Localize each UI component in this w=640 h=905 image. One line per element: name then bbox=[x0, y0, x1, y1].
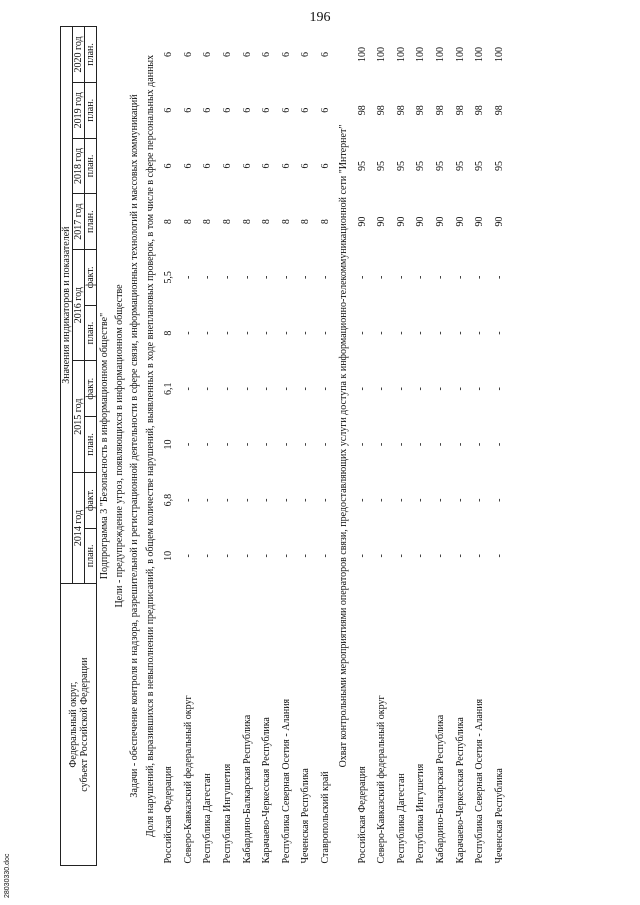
value-cell: 98 bbox=[493, 105, 505, 116]
value-cell: 6,8 bbox=[163, 493, 175, 507]
value-cell: - bbox=[493, 498, 505, 502]
value-cell: - bbox=[376, 554, 388, 558]
value-cell: 90 bbox=[454, 216, 466, 227]
value-cell: - bbox=[320, 387, 332, 391]
value-cell: 90 bbox=[415, 216, 427, 227]
value-cell: - bbox=[474, 442, 486, 447]
table-row bbox=[257, 27, 277, 866]
sub-2015-fact: факт. bbox=[85, 361, 97, 417]
value-cell: - bbox=[493, 442, 505, 447]
value-cell: - bbox=[300, 275, 312, 280]
value-cell: 98 bbox=[395, 105, 407, 116]
value-cell: 100 bbox=[435, 46, 447, 62]
table-row bbox=[296, 27, 316, 866]
value-cell: 98 bbox=[454, 105, 466, 116]
value-cell: 8 bbox=[163, 219, 175, 225]
value-cell: 6 bbox=[320, 51, 332, 57]
page-number: 196 bbox=[309, 10, 331, 25]
value-cell: 6 bbox=[261, 107, 273, 113]
value-cell: 90 bbox=[395, 216, 407, 227]
value-cell: 100 bbox=[376, 46, 388, 62]
value-cell: 6 bbox=[280, 107, 292, 113]
value-cell: 6 bbox=[241, 51, 253, 57]
table-header bbox=[61, 27, 97, 866]
indicator-table bbox=[60, 26, 509, 866]
value-cell: - bbox=[356, 387, 368, 391]
table-row bbox=[237, 27, 257, 866]
value-cell: - bbox=[356, 442, 368, 447]
value-cell: - bbox=[241, 331, 253, 335]
table-row bbox=[450, 27, 470, 866]
region-name: Карачаево-Черкесская Республика bbox=[261, 717, 273, 864]
value-cell: - bbox=[395, 275, 407, 280]
value-cell: - bbox=[376, 387, 388, 391]
value-cell: - bbox=[182, 554, 194, 558]
value-cell: - bbox=[474, 498, 486, 502]
region-name: Кабардино-Балкарская Республика bbox=[435, 714, 447, 864]
value-cell: 8 bbox=[280, 219, 292, 225]
value-cell: 98 bbox=[356, 105, 368, 116]
value-cell: - bbox=[261, 498, 273, 502]
region-name: Карачаево-Черкесская Республика bbox=[454, 717, 466, 864]
region-name: Чеченская Республика bbox=[300, 768, 312, 864]
value-cell: - bbox=[222, 331, 234, 335]
value-cell: - bbox=[435, 331, 447, 335]
value-cell: 100 bbox=[356, 46, 368, 62]
table-row bbox=[490, 27, 510, 866]
value-cell: - bbox=[300, 331, 312, 335]
value-cell: - bbox=[202, 554, 214, 558]
value-cell: - bbox=[415, 275, 427, 280]
value-cell: - bbox=[182, 442, 194, 447]
value-cell: 98 bbox=[474, 105, 486, 116]
value-cell: - bbox=[261, 554, 273, 558]
value-cell: 90 bbox=[356, 216, 368, 227]
value-cell: - bbox=[320, 498, 332, 502]
value-cell: - bbox=[222, 498, 234, 502]
year-2016: 2016 год bbox=[73, 250, 85, 361]
goal-text: Цели - предупреждение угроз, появляющихся в информационном обществе bbox=[114, 284, 125, 608]
indicator-1-title: Доля нарушений, выразившихся в невыполнении предписаний, в общем количестве нарушений, выявленных в ходе внеплановых проверок, в том числе в сфере персональных данных bbox=[145, 54, 156, 838]
value-cell: 6 bbox=[280, 51, 292, 57]
year-2019: 2019 год bbox=[73, 82, 85, 138]
value-cell: 6 bbox=[241, 107, 253, 113]
value-cell: - bbox=[435, 387, 447, 391]
rotated-table-sheet bbox=[60, 26, 620, 866]
value-cell: - bbox=[454, 275, 466, 280]
value-cell: - bbox=[241, 275, 253, 280]
value-cell: - bbox=[202, 275, 214, 280]
col-label-line1: Федеральный округ, bbox=[67, 681, 79, 768]
region-name: Российская Федерация bbox=[356, 766, 368, 864]
year-2018: 2018 год bbox=[73, 138, 85, 194]
value-cell: - bbox=[320, 275, 332, 280]
table-row bbox=[372, 27, 392, 866]
value-cell: - bbox=[241, 442, 253, 447]
value-cell: 6 bbox=[320, 107, 332, 113]
value-cell: 90 bbox=[493, 216, 505, 227]
value-cell: 95 bbox=[356, 160, 368, 171]
value-cell: - bbox=[474, 554, 486, 558]
value-cell: - bbox=[202, 498, 214, 502]
value-cell: - bbox=[182, 275, 194, 280]
col-label-header bbox=[61, 584, 97, 866]
value-cell: - bbox=[300, 387, 312, 391]
value-cell: 95 bbox=[395, 160, 407, 171]
region-name: Российская Федерация bbox=[163, 766, 175, 864]
footer-code: 28030330.doc bbox=[4, 853, 11, 898]
value-cell: 6 bbox=[222, 163, 234, 169]
value-cell: 6 bbox=[182, 163, 194, 169]
table-row bbox=[431, 27, 451, 866]
value-cell: - bbox=[320, 331, 332, 335]
region-name: Кабардино-Балкарская Республика bbox=[241, 714, 253, 864]
value-cell: - bbox=[280, 442, 292, 447]
value-cell: - bbox=[474, 275, 486, 280]
table-row bbox=[392, 27, 412, 866]
value-cell: 98 bbox=[376, 105, 388, 116]
value-cell: - bbox=[202, 442, 214, 447]
value-cell: - bbox=[395, 498, 407, 502]
value-cell: - bbox=[280, 275, 292, 280]
value-cell: 100 bbox=[474, 46, 486, 62]
value-cell: 10 bbox=[163, 439, 175, 450]
value-cell: - bbox=[320, 442, 332, 447]
region-name: Республика Дагестан bbox=[202, 773, 214, 864]
value-cell: 6 bbox=[241, 163, 253, 169]
value-cell: 6 bbox=[182, 107, 194, 113]
year-2014: 2014 год bbox=[73, 472, 85, 583]
sub-2017-plan: план. bbox=[85, 194, 97, 250]
value-cell: - bbox=[356, 498, 368, 502]
table-row bbox=[470, 27, 490, 866]
value-cell: - bbox=[415, 387, 427, 391]
value-cell: - bbox=[376, 498, 388, 502]
value-cell: - bbox=[241, 387, 253, 391]
value-cell: - bbox=[454, 554, 466, 558]
value-cell: - bbox=[376, 275, 388, 280]
value-cell: - bbox=[395, 387, 407, 391]
sub-2020-plan: план. bbox=[85, 27, 97, 83]
sub-2019-plan: план. bbox=[85, 82, 97, 138]
value-cell: - bbox=[454, 331, 466, 335]
table-row bbox=[218, 27, 238, 866]
value-cell: 6 bbox=[320, 163, 332, 169]
value-cell: 8 bbox=[222, 219, 234, 225]
table-row bbox=[411, 27, 431, 866]
region-name: Северо-Кавказский федеральный округ bbox=[376, 695, 388, 864]
value-cell: - bbox=[320, 554, 332, 558]
values-title: Значения индикаторов и показателей bbox=[61, 27, 73, 584]
value-cell: - bbox=[395, 554, 407, 558]
value-cell: 6 bbox=[300, 107, 312, 113]
value-cell: 100 bbox=[415, 46, 427, 62]
value-cell: 6 bbox=[202, 107, 214, 113]
region-name: Республика Ингушетия bbox=[222, 763, 234, 864]
region-name: Ставропольский край bbox=[320, 771, 332, 864]
value-cell: 90 bbox=[474, 216, 486, 227]
value-cell: 100 bbox=[395, 46, 407, 62]
sub-2018-plan: план. bbox=[85, 138, 97, 194]
value-cell: - bbox=[280, 498, 292, 502]
value-cell: 95 bbox=[415, 160, 427, 171]
sub-2016-fact: факт. bbox=[85, 250, 97, 306]
region-name: Республика Ингушетия bbox=[415, 763, 427, 864]
value-cell: 6 bbox=[202, 163, 214, 169]
value-cell: 95 bbox=[493, 160, 505, 171]
value-cell: 6,1 bbox=[163, 382, 175, 396]
value-cell: 6 bbox=[222, 51, 234, 57]
value-cell: 6 bbox=[182, 51, 194, 57]
value-cell: - bbox=[474, 331, 486, 335]
value-cell: - bbox=[300, 442, 312, 447]
value-cell: - bbox=[202, 331, 214, 335]
value-cell: - bbox=[280, 387, 292, 391]
value-cell: 6 bbox=[222, 107, 234, 113]
region-name: Северо-Кавказский федеральный округ bbox=[182, 695, 194, 864]
value-cell: 6 bbox=[163, 107, 175, 113]
value-cell: - bbox=[454, 387, 466, 391]
value-cell: - bbox=[435, 275, 447, 280]
value-cell: 98 bbox=[415, 105, 427, 116]
tasks-text: Задачи - обеспечение контроля и надзора, разрешительной и регистрационной деятельности в сфере связи, информационных технологий и массовых коммуникаций bbox=[129, 94, 140, 798]
value-cell: - bbox=[454, 498, 466, 502]
value-cell: 8 bbox=[202, 219, 214, 225]
region-name: Чеченская Республика bbox=[493, 768, 505, 864]
sub-2016-plan: план. bbox=[85, 305, 97, 361]
value-cell: - bbox=[493, 554, 505, 558]
value-cell: 8 bbox=[261, 219, 273, 225]
sub-2015-plan: план. bbox=[85, 417, 97, 473]
value-cell: 6 bbox=[163, 51, 175, 57]
value-cell: 6 bbox=[300, 51, 312, 57]
year-2015: 2015 год bbox=[73, 361, 85, 472]
value-cell: 6 bbox=[163, 163, 175, 169]
value-cell: - bbox=[356, 331, 368, 335]
value-cell: 95 bbox=[474, 160, 486, 171]
value-cell: - bbox=[493, 275, 505, 280]
value-cell: 6 bbox=[300, 163, 312, 169]
col-label-line2: субъект Российской Федерации bbox=[78, 657, 90, 792]
value-cell: - bbox=[261, 442, 273, 447]
value-cell: - bbox=[182, 387, 194, 391]
table-row bbox=[198, 27, 218, 866]
table-row bbox=[316, 27, 336, 866]
value-cell: 98 bbox=[435, 105, 447, 116]
value-cell: 90 bbox=[376, 216, 388, 227]
table-row bbox=[159, 27, 179, 866]
value-cell: 90 bbox=[435, 216, 447, 227]
value-cell: 6 bbox=[202, 51, 214, 57]
value-cell: - bbox=[241, 498, 253, 502]
sub-2014-plan: план. bbox=[85, 528, 97, 584]
value-cell: - bbox=[376, 442, 388, 447]
value-cell: - bbox=[356, 554, 368, 558]
subprogram-title: Подпрограмма 3 "Безопасность в информационном обществе" bbox=[99, 312, 110, 580]
value-cell: 8 bbox=[320, 219, 332, 225]
table-body bbox=[97, 27, 510, 866]
value-cell: - bbox=[493, 331, 505, 335]
table-row bbox=[179, 27, 199, 866]
value-cell: - bbox=[356, 275, 368, 280]
region-name: Республика Дагестан bbox=[395, 773, 407, 864]
value-cell: 95 bbox=[376, 160, 388, 171]
value-cell: 100 bbox=[454, 46, 466, 62]
value-cell: 6 bbox=[261, 163, 273, 169]
value-cell: - bbox=[474, 387, 486, 391]
value-cell: - bbox=[415, 331, 427, 335]
value-cell: - bbox=[435, 498, 447, 502]
value-cell: - bbox=[376, 331, 388, 335]
table-row bbox=[277, 27, 297, 866]
value-cell: - bbox=[222, 387, 234, 391]
value-cell: - bbox=[280, 331, 292, 335]
value-cell: - bbox=[395, 442, 407, 447]
value-cell: 100 bbox=[493, 46, 505, 62]
value-cell: - bbox=[222, 554, 234, 558]
value-cell: - bbox=[435, 554, 447, 558]
sub-2014-fact: факт. bbox=[85, 472, 97, 528]
value-cell: - bbox=[261, 331, 273, 335]
value-cell: 8 bbox=[241, 219, 253, 225]
region-name: Республика Северная Осетия - Алания bbox=[474, 698, 486, 864]
year-2020: 2020 год bbox=[73, 27, 85, 83]
value-cell: - bbox=[300, 498, 312, 502]
value-cell: - bbox=[182, 331, 194, 335]
region-name: Республика Северная Осетия - Алания bbox=[280, 698, 292, 864]
year-2017: 2017 год bbox=[73, 194, 85, 250]
value-cell: 95 bbox=[454, 160, 466, 171]
value-cell: - bbox=[261, 387, 273, 391]
value-cell: - bbox=[415, 554, 427, 558]
table-row bbox=[352, 27, 372, 866]
value-cell: - bbox=[261, 275, 273, 280]
value-cell: - bbox=[493, 387, 505, 391]
value-cell: 95 bbox=[435, 160, 447, 171]
value-cell: - bbox=[241, 554, 253, 558]
value-cell: 10 bbox=[163, 550, 175, 561]
value-cell: 6 bbox=[280, 163, 292, 169]
indicator-2-title: Охват контрольными мероприятиями операторов связи, предоставляющих услуги доступа к информационно-телекоммуникационной сети "Интернет" bbox=[338, 124, 350, 768]
value-cell: 6 bbox=[261, 51, 273, 57]
value-cell: - bbox=[415, 498, 427, 502]
value-cell: - bbox=[280, 554, 292, 558]
value-cell: - bbox=[435, 442, 447, 447]
value-cell: - bbox=[300, 554, 312, 558]
value-cell: - bbox=[182, 498, 194, 502]
value-cell: - bbox=[222, 442, 234, 447]
value-cell: 8 bbox=[182, 219, 194, 225]
value-cell: - bbox=[222, 275, 234, 280]
value-cell: - bbox=[202, 387, 214, 391]
value-cell: 8 bbox=[163, 330, 175, 336]
value-cell: - bbox=[395, 331, 407, 335]
value-cell: - bbox=[415, 442, 427, 447]
value-cell: - bbox=[454, 442, 466, 447]
value-cell: 8 bbox=[300, 219, 312, 225]
value-cell: 5,5 bbox=[163, 271, 175, 284]
